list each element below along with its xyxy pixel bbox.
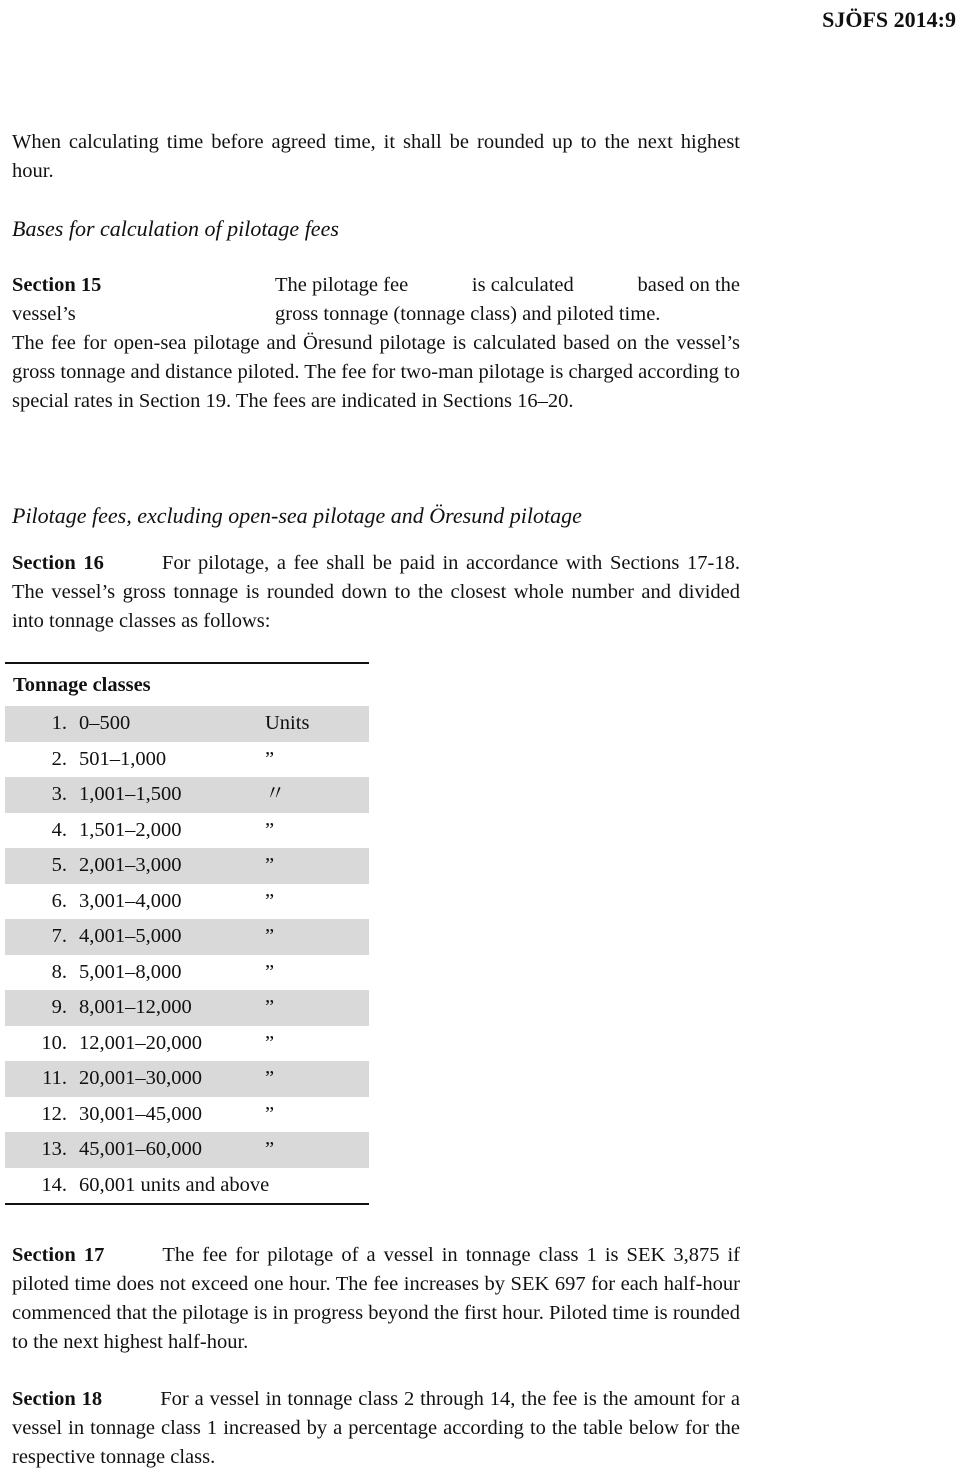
- class-number: 7.: [5, 919, 73, 955]
- class-number: 1.: [5, 706, 73, 742]
- section-17-label: Section 17: [12, 1244, 105, 1266]
- class-number: 3.: [5, 777, 73, 813]
- tonnage-classes-table: [5, 662, 369, 1205]
- tonnage-range: 5,001–8,000: [79, 960, 182, 983]
- table-row: [5, 706, 369, 742]
- tonnage-range: 2,001–3,000: [73, 848, 249, 884]
- tonnage-range: 30,001–45,000: [79, 1102, 202, 1125]
- tonnage-range: 1,001–1,500: [73, 777, 249, 813]
- section-18-text: For a vessel in tonnage class 2 through 14, the fee is the amount for a vessel in tonnage class 1 increased by a percentage according to the table below for the respective tonnage class.: [12, 1388, 740, 1468]
- tonnage-unit: ”: [265, 960, 275, 983]
- tonnage-unit: ”: [265, 747, 275, 770]
- class-number: 11.: [5, 1061, 73, 1097]
- table-row: [5, 1061, 369, 1097]
- tonnage-unit: ”: [249, 990, 369, 1026]
- table-row: [5, 919, 369, 955]
- tonnage-range: 4,001–5,000: [73, 919, 249, 955]
- tonnage-range: 45,001–60,000: [73, 1132, 249, 1168]
- class-number: 6.: [51, 889, 67, 912]
- section-17: [12, 1241, 740, 1357]
- intro-paragraph: When calculating time before agreed time, it shall be rounded up to the next highest hour.: [12, 131, 740, 182]
- section-15-word1: The pilotage fee: [275, 274, 409, 296]
- table-row: [5, 1026, 369, 1062]
- tonnage-unit: ”: [249, 919, 369, 955]
- tonnage-unit: ”: [265, 818, 275, 841]
- class-number: 9.: [5, 990, 73, 1026]
- document-code: SJÖFS 2014:9: [822, 7, 956, 32]
- tonnage-unit: ”: [249, 1132, 369, 1168]
- class-number: 5.: [5, 848, 73, 884]
- table-row: [5, 777, 369, 813]
- tonnage-unit: ”: [265, 889, 275, 912]
- section-17-text: The fee for pilotage of a vessel in tonnage class 1 is SEK 3,875 if piloted time does not exceed one hour. The fee increases by SEK 697 for each half-hour commenced that the pilotage is in progress beyond the first hour. Piloted time is rounded to the next highest half-hour.: [12, 1244, 741, 1353]
- class-number: 12.: [41, 1102, 67, 1125]
- section-15-word3: based on the: [637, 274, 740, 296]
- section-15-label: Section 15: [12, 274, 102, 296]
- tonnage-unit: 〃: [249, 777, 369, 813]
- table-row: [5, 1132, 369, 1168]
- tonnage-unit: ”: [265, 1031, 275, 1054]
- section-16: [12, 549, 740, 636]
- class-number: 2.: [51, 747, 67, 770]
- section-15-tonnage-text: gross tonnage (tonnage class) and piloted time.: [275, 303, 661, 325]
- tonnage-range: 12,001–20,000: [79, 1031, 202, 1054]
- section-15-line1: [12, 271, 740, 300]
- tonnage-range: 8,001–12,000: [73, 990, 249, 1026]
- section-15-text: The fee for open-sea pilotage and Öresund pilotage is calculated based on the vessel’s gross tonnage and distance piloted. The fee for two-man pilotage is charged according to special rates in Section 19. The fees are indicated in Sections 16–20.: [12, 332, 740, 412]
- table-row: [5, 990, 369, 1026]
- section-16-text: For pilotage, a fee shall be paid in accordance with Sections 17-18. The vessel’s gross tonnage is rounded down to the closest whole number and divided into tonnage classes as follows:: [12, 552, 740, 632]
- tonnage-range: 20,001–30,000: [73, 1061, 249, 1097]
- table-row: [5, 742, 369, 778]
- section-15-word2: is calculated: [471, 274, 574, 296]
- tonnage-unit: Units: [249, 706, 369, 742]
- class-number: 13.: [5, 1132, 73, 1168]
- section-15: [12, 271, 740, 416]
- table-row: [5, 1097, 369, 1133]
- section-16-label: Section 16: [12, 552, 104, 574]
- section-15-line2: [12, 300, 740, 329]
- tonnage-range: 1,501–2,000: [79, 818, 182, 841]
- tonnage-range: 60,001 units and above: [79, 1173, 270, 1196]
- table-row: [5, 848, 369, 884]
- tonnage-unit: ”: [265, 1102, 275, 1125]
- table-row: [5, 1168, 369, 1205]
- class-number: 10.: [41, 1031, 67, 1054]
- tonnage-unit: ”: [249, 1061, 369, 1097]
- tonnage-range: 501–1,000: [79, 747, 167, 770]
- section-18: [12, 1385, 740, 1472]
- class-number: 4.: [51, 818, 67, 841]
- tonnage-range: 0–500: [73, 706, 249, 742]
- tonnage-range: 3,001–4,000: [79, 889, 182, 912]
- table-row: [5, 955, 369, 991]
- class-number: 8.: [51, 960, 67, 983]
- tonnage-table-header: Tonnage classes: [13, 673, 151, 696]
- table-row: [5, 884, 369, 920]
- heading-bases-for-calculation: Bases for calculation of pilotage fees: [12, 216, 339, 241]
- section-15-vessel: vessel’s: [12, 303, 76, 325]
- class-number: 14.: [41, 1173, 67, 1196]
- heading-pilotage-fees: Pilotage fees, excluding open-sea pilotage and Öresund pilotage: [12, 503, 582, 528]
- tonnage-unit: ”: [249, 848, 369, 884]
- table-row: [5, 813, 369, 849]
- section-18-label: Section 18: [12, 1388, 103, 1410]
